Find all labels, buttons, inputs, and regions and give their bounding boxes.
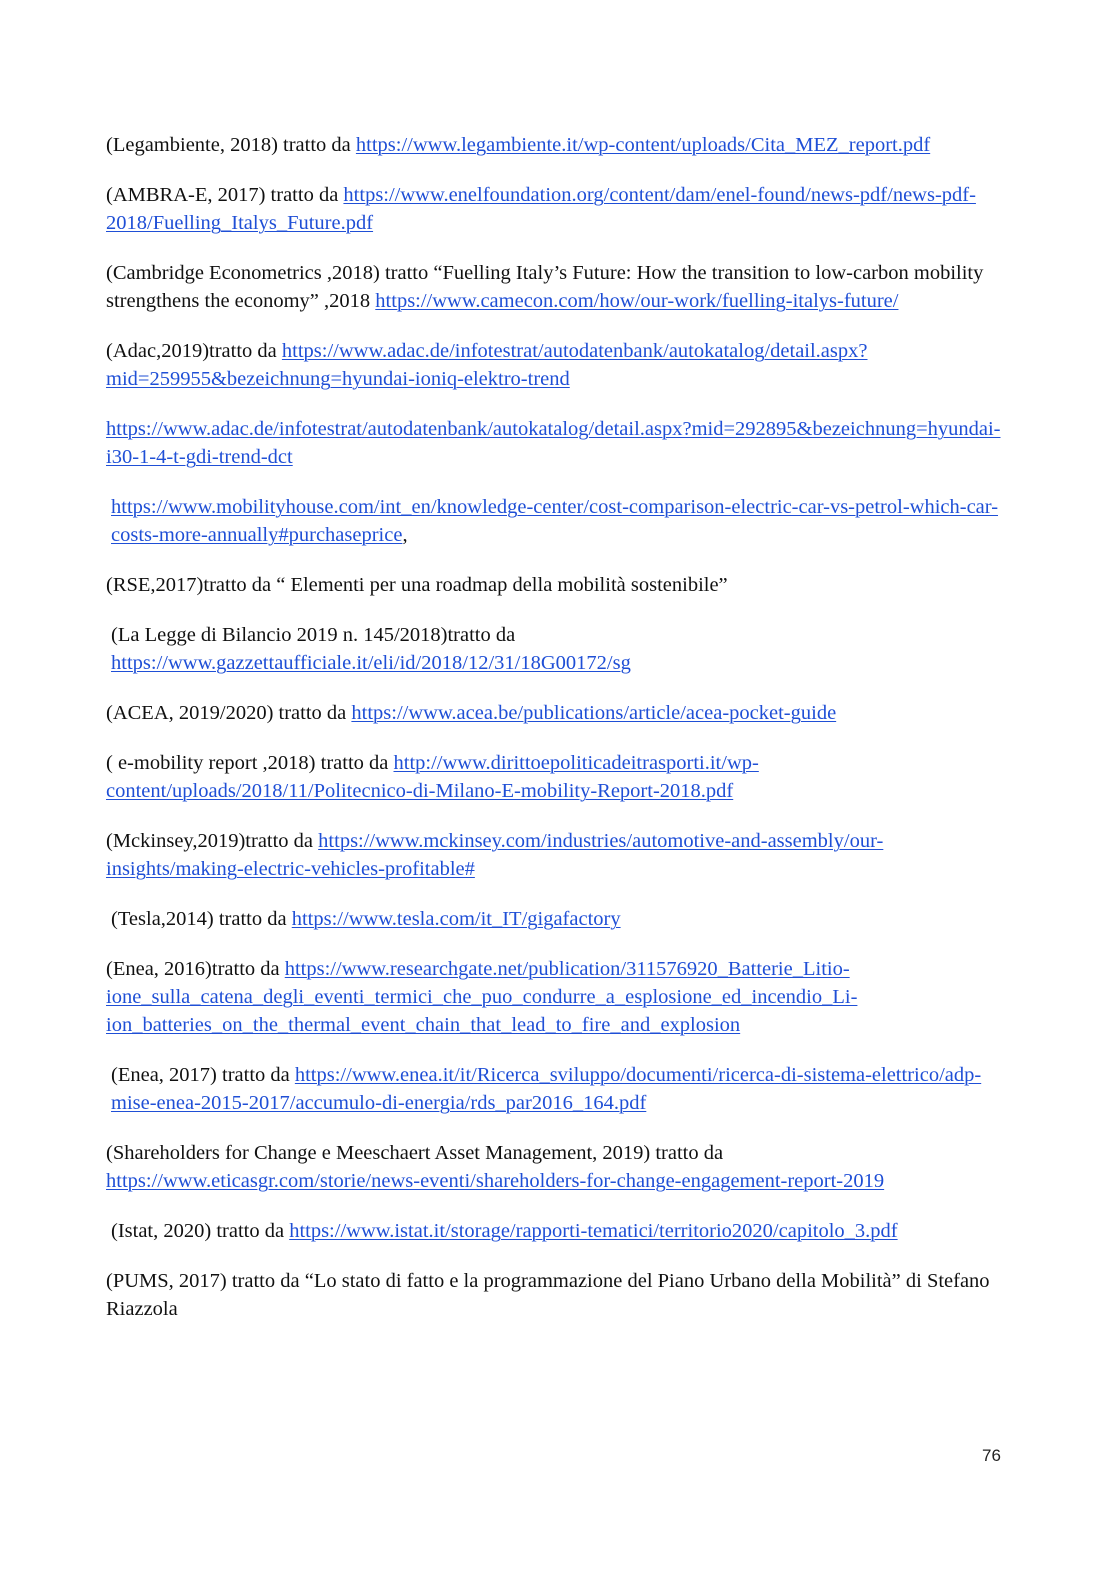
reference-link[interactable]: https://www.tesla.com/it_IT/gigafactory [291, 908, 621, 930]
reference-text: ( e-mobility report ,2018) tratto da [106, 752, 394, 774]
reference-item [106, 955, 1011, 1039]
reference-link[interactable]: https://www.mckinsey.com/industries/automotive-and-assembly/our-insights/making-electric-vehicles-profitable# [106, 830, 884, 880]
page-number: 76 [982, 1446, 1001, 1465]
reference-link[interactable]: https://www.istat.it/storage/rapporti-tematici/territorio2020/capitolo_3.pdf [289, 1220, 898, 1242]
reference-link[interactable]: https://www.gazzettaufficiale.it/eli/id/2018/12/31/18G00172/sg [111, 652, 631, 674]
reference-link[interactable]: https://www.adac.de/infotestrat/autodatenbank/autokatalog/detail.aspx?mid=259955&bezeichnung=hyundai-ioniq-elektro-trend [106, 340, 868, 390]
reference-link[interactable]: https://www.adac.de/infotestrat/autodatenbank/autokatalog/detail.aspx?mid=292895&bezeichnung=hyundai-i30-1-4-t-gdi-trend-dct [106, 418, 1001, 468]
reference-item [106, 415, 1011, 471]
reference-text: (Tesla,2014) tratto da [111, 908, 292, 930]
reference-item [106, 749, 1011, 805]
reference-text: (Shareholders for Change e Meeschaert Asset Management, 2019) tratto da [106, 1142, 724, 1164]
reference-link[interactable]: https://www.enelfoundation.org/content/dam/enel-found/news-pdf/news-pdf-2018/Fuelling_Italys_Future.pdf [106, 184, 976, 234]
reference-item [106, 621, 1011, 677]
reference-link[interactable]: https://www.researchgate.net/publication/311576920_Batterie_Litio-ione_sulla_catena_degli_eventi_termici_che_puo_condurre_a_esplosione_ed_incendio_Li-ion_batteries_on_the_thermal_event_chain_that_lead_to_fire_and_explosion [106, 958, 858, 1036]
reference-item [106, 571, 1011, 599]
reference-text: (AMBRA-E, 2017) tratto da [106, 184, 344, 206]
reference-link[interactable]: https://www.enea.it/it/Ricerca_sviluppo/documenti/ricerca-di-sistema-elettrico/adp-mise-enea-2015-2017/accumulo-di-energia/rds_par2016_164.pdf [111, 1064, 982, 1114]
reference-link[interactable]: https://www.mobilityhouse.com/int_en/knowledge-center/cost-comparison-electric-car-vs-petrol-which-car-costs-more-annually#purchaseprice [111, 496, 999, 546]
reference-suffix: , [402, 524, 408, 546]
reference-text: (Mckinsey,2019)tratto da [106, 830, 319, 852]
reference-text: (Istat, 2020) tratto da [111, 1220, 290, 1242]
reference-link[interactable]: https://www.acea.be/publications/article/acea-pocket-guide [351, 702, 837, 724]
reference-item [106, 259, 1011, 315]
reference-link[interactable]: https://www.eticasgr.com/storie/news-eventi/shareholders-for-change-engagement-report-2019 [106, 1170, 885, 1192]
reference-text: (Adac,2019)tratto da [106, 340, 282, 362]
reference-item [106, 493, 1011, 549]
reference-item [106, 181, 1011, 237]
reference-text: (ACEA, 2019/2020) tratto da [106, 702, 352, 724]
reference-link[interactable]: http://www.dirittoepoliticadeitrasporti.it/wp-content/uploads/2018/11/Politecnico-di-Milano-E-mobility-Report-2018.pdf [106, 752, 759, 802]
reference-item [106, 699, 1011, 727]
reference-item [106, 1061, 1011, 1117]
reference-text: (Enea, 2017) tratto da [111, 1064, 295, 1086]
reference-text: (PUMS, 2017) tratto da “Lo stato di fatto e la programmazione del Piano Urbano della Mobilità” di Stefano Riazzola [106, 1270, 990, 1320]
reference-text: (La Legge di Bilancio 2019 n. 145/2018)tratto da [111, 624, 516, 646]
reference-link[interactable]: https://www.legambiente.it/wp-content/uploads/Cita_MEZ_report.pdf [355, 134, 931, 156]
reference-item [106, 905, 1011, 933]
reference-item [106, 1267, 1011, 1323]
reference-item [106, 1139, 1011, 1195]
bibliography-list [106, 131, 1011, 1345]
reference-text: (Cambridge Econometrics ,2018) tratto “Fuelling Italy’s Future: How the transition to low-carbon mobility strengthens the economy” ,2018 [106, 262, 984, 312]
reference-text: (RSE,2017)tratto da “ Elementi per una roadmap della mobilità sostenibile” [106, 574, 728, 596]
reference-item [106, 337, 1011, 393]
reference-link[interactable]: https://www.camecon.com/how/our-work/fuelling-italys-future/ [375, 290, 899, 312]
reference-text: (Legambiente, 2018) tratto da [106, 134, 356, 156]
reference-text: (Enea, 2016)tratto da [106, 958, 285, 980]
reference-item [106, 131, 1011, 159]
reference-item [106, 1217, 1011, 1245]
reference-item [106, 827, 1011, 883]
